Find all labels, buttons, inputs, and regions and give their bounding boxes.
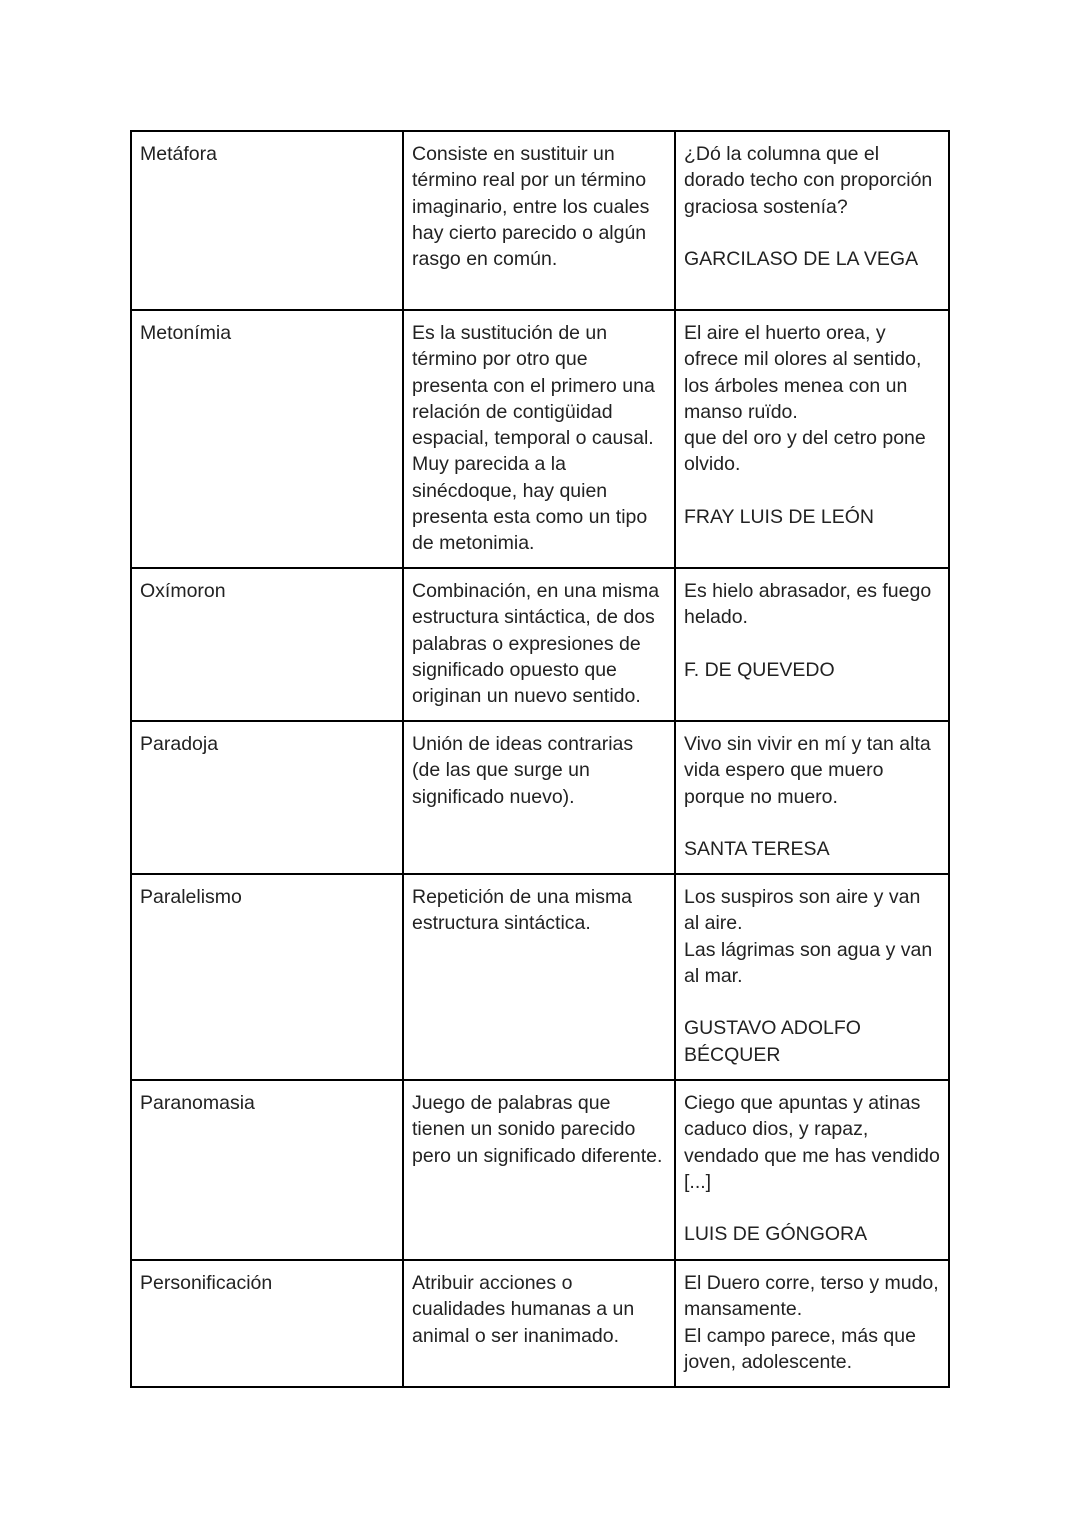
term-cell: Metonímia [131, 310, 403, 568]
table-row [131, 310, 949, 568]
term-cell: Personificación [131, 1260, 403, 1387]
table-row [131, 568, 949, 721]
table-row [131, 1260, 949, 1387]
term-cell: Paranomasia [131, 1080, 403, 1260]
example-cell: Ciego que apuntas y atinas caduco dios, y rapaz, vendado que me has vendido [...] LUIS DE GÓNGORA [675, 1080, 949, 1260]
term-cell: Paradoja [131, 721, 403, 874]
table-row [131, 1080, 949, 1260]
definition-cell: Unión de ideas contrarias (de las que surge un significado nuevo). [403, 721, 675, 874]
example-cell: ¿Dó la columna que el dorado techo con proporción graciosa sostenía? GARCILASO DE LA VEGA [675, 131, 949, 310]
example-cell: Es hielo abrasador, es fuego helado. F. DE QUEVEDO [675, 568, 949, 721]
term-cell: Paralelismo [131, 874, 403, 1080]
definition-cell: Combinación, en una misma estructura sintáctica, de dos palabras o expresiones de significado opuesto que originan un nuevo sentido. [403, 568, 675, 721]
example-cell: El Duero corre, terso y mudo, mansamente. El campo parece, más que joven, adolescente. [675, 1260, 949, 1387]
term-cell: Oxímoron [131, 568, 403, 721]
definition-cell: Atribuir acciones o cualidades humanas a un animal o ser inanimado. [403, 1260, 675, 1387]
example-cell: Los suspiros son aire y van al aire. Las lágrimas son agua y van al mar. GUSTAVO ADOLFO BÉCQUER [675, 874, 949, 1080]
rhetorical-figures-table [130, 130, 950, 1388]
definition-cell: Repetición de una misma estructura sintáctica. [403, 874, 675, 1080]
example-cell: Vivo sin vivir en mí y tan alta vida espero que muero porque no muero. SANTA TERESA [675, 721, 949, 874]
term-cell: Metáfora [131, 131, 403, 310]
table-row [131, 874, 949, 1080]
definition-cell: Es la sustitución de un término por otro que presenta con el primero una relación de contigüidad espacial, temporal o causal. Muy parecida a la sinécdoque, hay quien presenta esta como un tipo de metonimia. [403, 310, 675, 568]
table-row [131, 721, 949, 874]
definition-cell: Juego de palabras que tienen un sonido parecido pero un significado diferente. [403, 1080, 675, 1260]
example-cell: El aire el huerto orea, y ofrece mil olores al sentido, los árboles menea con un manso ruïdo. que del oro y del cetro pone olvido. FRAY LUIS DE LEÓN [675, 310, 949, 568]
table-row [131, 131, 949, 310]
definition-cell: Consiste en sustituir un término real por un término imaginario, entre los cuales hay cierto parecido o algún rasgo en común. [403, 131, 675, 310]
